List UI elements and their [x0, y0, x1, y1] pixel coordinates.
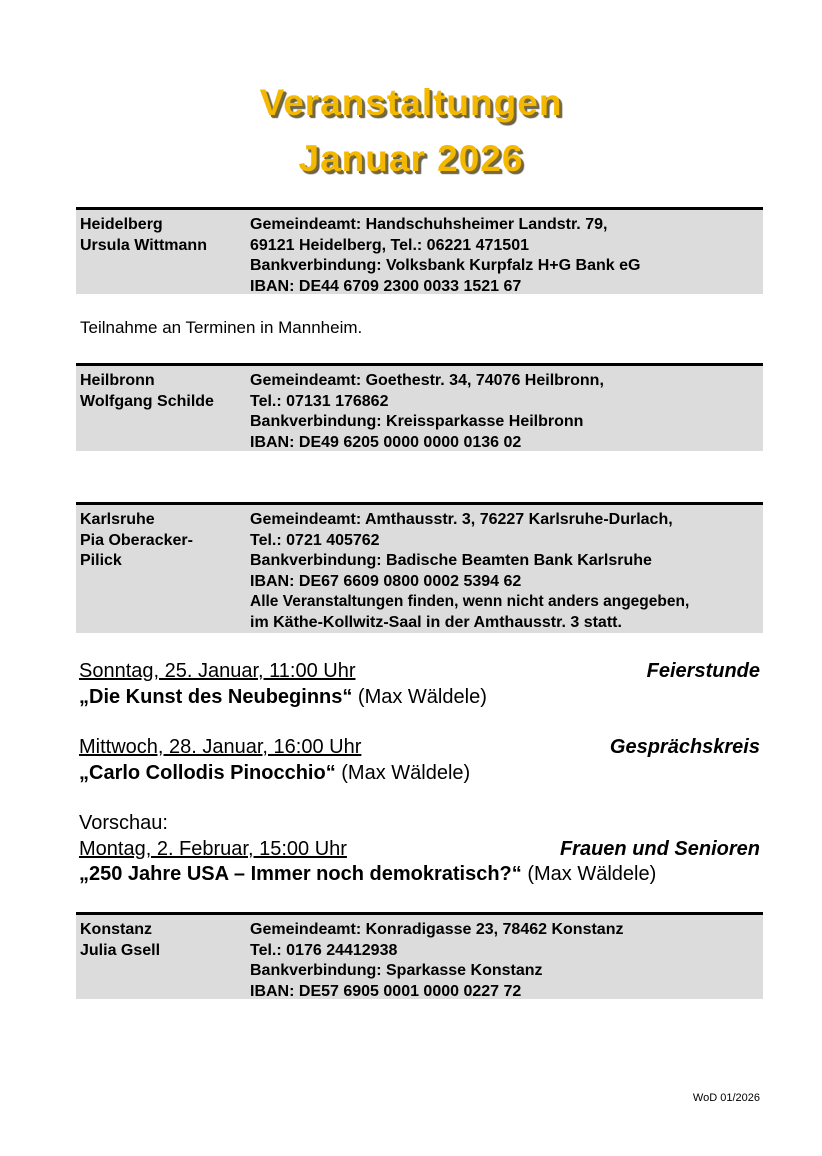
- heilbronn-info-box: [76, 363, 763, 451]
- page-title-line1: Veranstaltungen: [259, 82, 563, 123]
- contact-name-line2: Pilick: [80, 552, 122, 569]
- phone-line: Tel.: 0176 24412938: [250, 941, 398, 959]
- event-date: Sonntag, 25. Januar, 11:00 Uhr: [79, 660, 356, 682]
- event-type: Gesprächskreis: [609, 736, 760, 758]
- address-line: Gemeindeamt: Amthausstr. 3, 76227 Karlsruhe-Durlach,: [250, 511, 673, 528]
- bank-line: Bankverbindung: Volksbank Kurpfalz H+G Bank eG: [250, 257, 641, 274]
- karlsruhe-info-box: [76, 502, 763, 633]
- venue-note-line1: Alle Veranstaltungen finden, wenn nicht anders angegeben,: [250, 593, 690, 610]
- address-line: Gemeindeamt: Goethestr. 34, 74076 Heilbronn,: [250, 372, 604, 389]
- venue-note-line2: im Käthe-Kollwitz-Saal in der Amthausstr. 3 statt.: [250, 613, 622, 631]
- phone-line: Tel.: 0721 405762: [250, 531, 380, 549]
- phone-line: Tel.: 07131 176862: [250, 392, 389, 410]
- event-type: Feierstunde: [646, 660, 760, 682]
- event-title: „Die Kunst des Neubeginns“: [79, 686, 353, 708]
- iban-line: IBAN: DE49 6205 0000 0000 0136 02: [250, 433, 522, 451]
- address-line: Gemeindeamt: Konradigasse 23, 78462 Konstanz: [250, 921, 624, 938]
- participation-note: Teilnahme an Terminen in Mannheim.: [80, 318, 363, 337]
- event-date: Mittwoch, 28. Januar, 16:00 Uhr: [79, 736, 362, 758]
- iban-line: IBAN: DE57 6905 0001 0000 0227 72: [250, 982, 522, 1000]
- iban-line: IBAN: DE44 6709 2300 0033 1521 67: [250, 277, 522, 295]
- event-speaker: (Max Wäldele): [335, 762, 471, 784]
- bank-line: Bankverbindung: Kreissparkasse Heilbronn: [250, 413, 584, 430]
- contact-name: Ursula Wittmann: [80, 236, 207, 254]
- heidelberg-info-box: [76, 207, 763, 294]
- konstanz-info-box: [76, 912, 763, 999]
- event-speaker: (Max Wäldele): [352, 686, 487, 708]
- contact-name-line1: Pia Oberacker-: [80, 531, 193, 549]
- event-title-row: [79, 863, 656, 886]
- event-title-row: [79, 686, 487, 709]
- contact-name: Wolfgang Schilde: [80, 392, 214, 410]
- page-title-line2: Januar 2026: [298, 138, 524, 179]
- event-speaker: (Max Wäldele): [521, 863, 657, 885]
- event-title: „250 Jahre USA – Immer noch demokratisch?“: [79, 863, 522, 885]
- address-line: Gemeindeamt: Handschuhsheimer Landstr. 79,: [250, 216, 608, 233]
- event-date: Montag, 2. Februar, 15:00 Uhr: [79, 838, 347, 860]
- event-title-row: [79, 762, 470, 785]
- preview-label: Vorschau:: [79, 812, 168, 834]
- city-name: Heilbronn: [80, 372, 155, 389]
- footer-code: WoD 01/2026: [692, 1092, 760, 1104]
- contact-name: Julia Gsell: [80, 941, 161, 959]
- city-name: Konstanz: [80, 921, 152, 938]
- bank-line: Bankverbindung: Badische Beamten Bank Karlsruhe: [250, 552, 652, 569]
- city-name: Karlsruhe: [80, 511, 155, 528]
- address-phone-line: 69121 Heidelberg, Tel.: 06221 471501: [250, 236, 529, 254]
- event-title: „Carlo Collodis Pinocchio“: [79, 762, 336, 784]
- event-type: Frauen und Senioren: [559, 838, 760, 860]
- iban-line: IBAN: DE67 6609 0800 0002 5394 62: [250, 572, 522, 590]
- bank-line: Bankverbindung: Sparkasse Konstanz: [250, 962, 543, 979]
- city-name: Heidelberg: [80, 216, 163, 233]
